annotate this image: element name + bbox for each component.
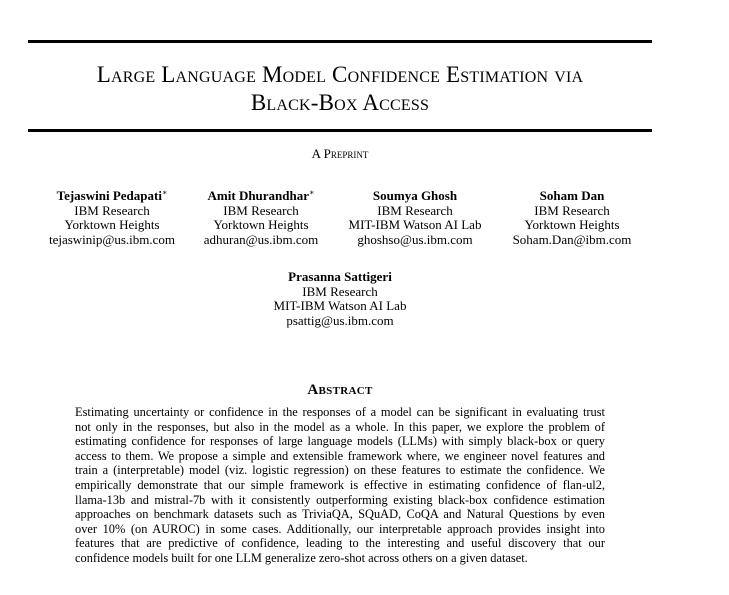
paper-title-line-1: Large Language Model Confidence Estimation via (96, 62, 584, 87)
equal-contribution-mark: ∗ (309, 188, 315, 197)
abstract-line: estimating confidence for responses of large language models (LLMs) with simply black-box or query (75, 434, 605, 449)
author-location: Yorktown Heights (64, 217, 160, 233)
author-name: Amit Dhurandhar (207, 188, 310, 203)
abstract-line: not only in the responses, but also in the model as a whole. In this paper, we explore the problem of (75, 419, 605, 434)
abstract-line: Estimating uncertainty or confidence in the responses of a model can be significant in evaluating trust (75, 405, 605, 419)
title-rule-bottom (28, 129, 652, 132)
abstract-line: over 10% (on AUROC) in some cases. Additionally, our interpretable approach provides insight into (75, 521, 605, 536)
author-email[interactable]: tejaswinip@us.ibm.com (48, 231, 176, 247)
author-affiliation: IBM Research (534, 202, 610, 218)
author-email[interactable]: adhuran@us.ibm.com (203, 231, 319, 247)
author-location: Yorktown Heights (524, 217, 620, 233)
author-name: Prasanna Sattigeri (288, 269, 392, 284)
author-location: Yorktown Heights (213, 217, 309, 233)
equal-contribution-mark: ∗ (161, 188, 168, 197)
abstract-line: access to them. We propose a simple and extensible framework where, we engineer novel features and (75, 448, 605, 463)
author-location: MIT-IBM Watson AI Lab (273, 298, 407, 314)
author-affiliation: IBM Research (223, 202, 299, 218)
abstract-line: features that are predictive of confidence, leading to the interesting and useful discovery that our (75, 536, 605, 551)
author-name-line (240, 270, 440, 285)
author-name: Soumya Ghosh (372, 188, 458, 203)
paper-title-line-2: Black-Box Access (250, 90, 430, 115)
author-name-line (472, 189, 672, 204)
author-location: MIT-IBM Watson AI Lab (348, 217, 482, 233)
abstract-line: empirically demonstrate that our simple framework is effective in estimating confidence of flan-ul2, (75, 477, 605, 492)
abstract-heading: Abstract (307, 382, 373, 398)
author-email[interactable]: Soham.Dan@ibm.com (512, 231, 632, 247)
abstract-line: train a (interpretable) model (viz. logistic regression) on these features to estimate the confidence. We (75, 463, 605, 478)
abstract-line: approaches on benchmark datasets such as TriviaQA, SQuAD, CoQA and Natural Questions by even (75, 507, 605, 522)
author-block-5 (240, 270, 440, 328)
author-email[interactable]: ghoshso@us.ibm.com (357, 231, 473, 247)
abstract-line: confidence models built for one LLM generalize zero-shot across others on a given dataset. (75, 550, 528, 565)
preprint-label: A Preprint (311, 146, 369, 161)
author-affiliation: IBM Research (302, 283, 378, 299)
abstract-line: llama-13b and mistral-7b with it consistently outperforming existing black-box confidence estimation (75, 492, 605, 507)
author-affiliation: IBM Research (74, 202, 150, 218)
abstract-body (75, 405, 605, 566)
author-affiliation: IBM Research (377, 202, 453, 218)
title-rule-top (28, 40, 652, 43)
author-name: Tejaswini Pedapati (56, 188, 162, 203)
author-email[interactable]: psattig@us.ibm.com (286, 312, 394, 328)
author-name: Soham Dan (539, 188, 605, 203)
author-block-4 (472, 189, 672, 247)
